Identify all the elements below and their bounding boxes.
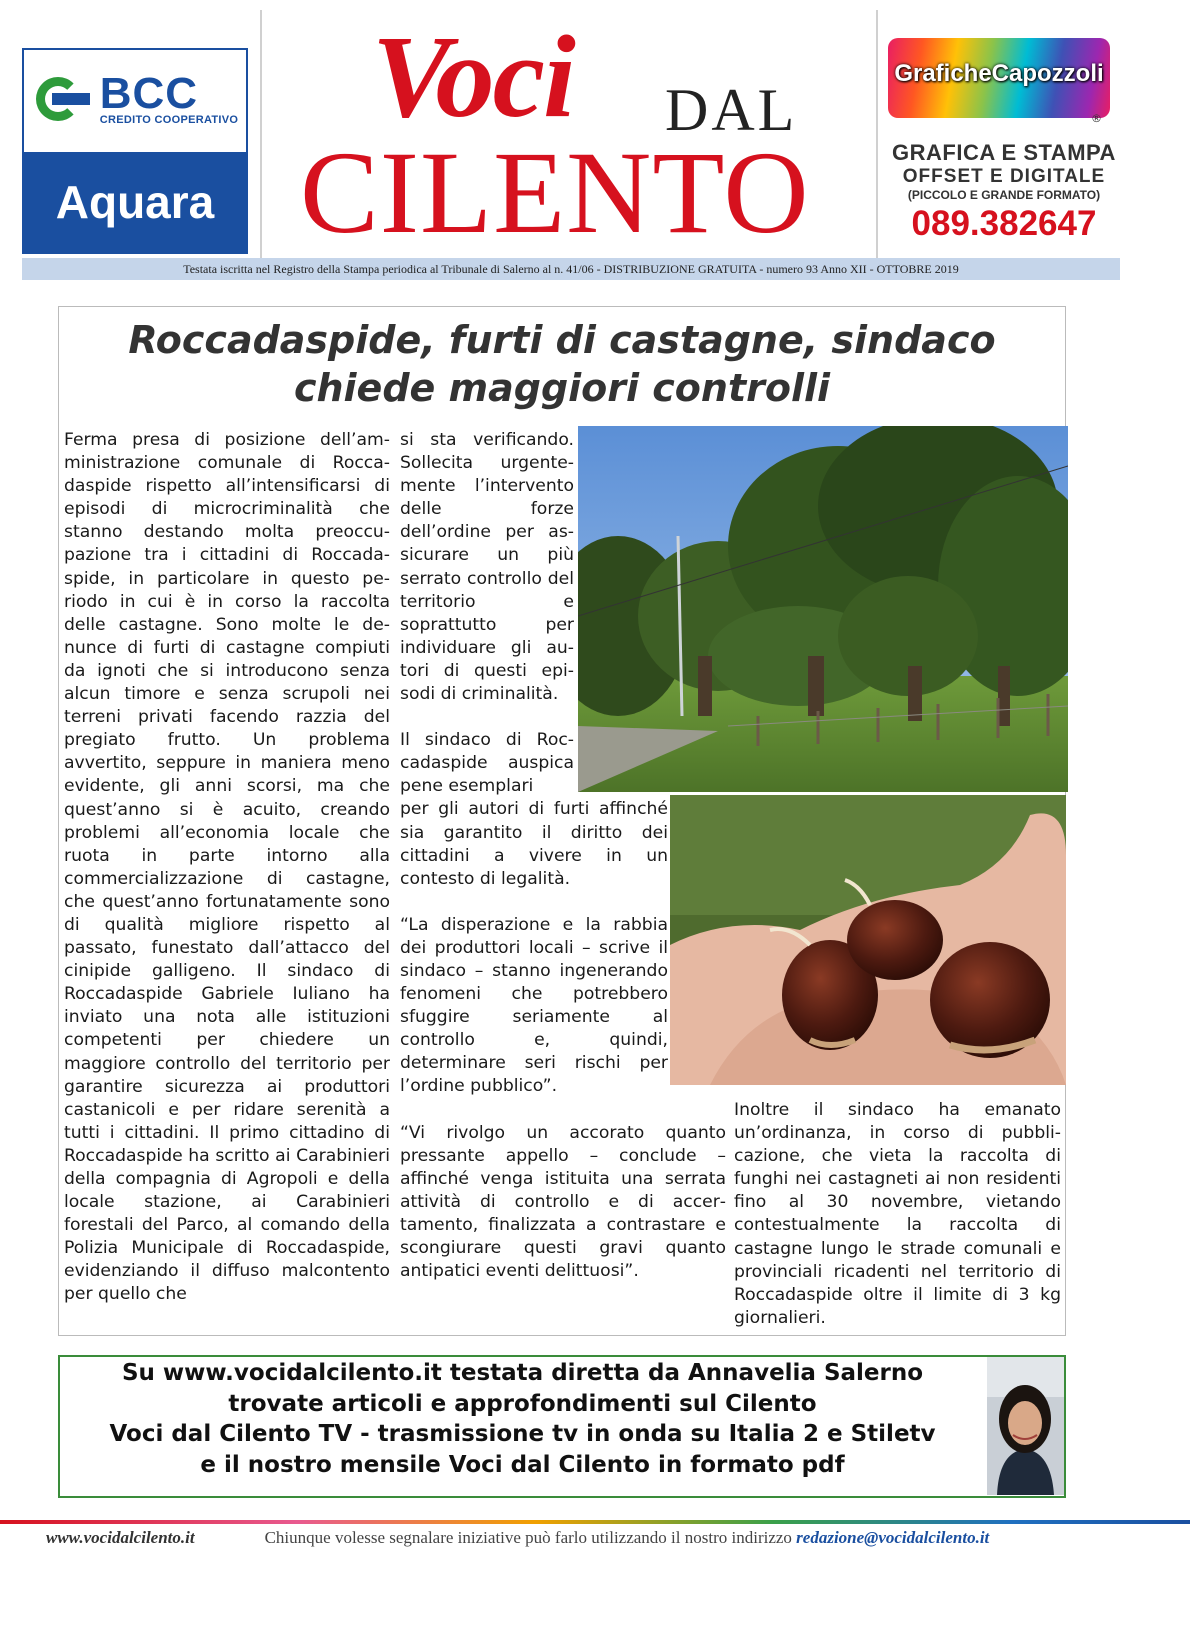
bcc-aquara-logo — [22, 48, 248, 254]
article-column-3 — [734, 1099, 1061, 1330]
article-paragraph: si sta verificando. Sollecita urgentemente l’intervento delle forze dell’ordine per assicurare un più serrato controllo del territorio e soprattutto per individuare gli autori di questi episodi di criminalità. — [400, 430, 574, 705]
chestnuts-in-hand-photo — [670, 795, 1066, 1085]
article-paragraph-part: per gli autori di furti affinché sia garantito il diritto dei cittadini a vivere in un contesto di legalità. — [400, 799, 668, 889]
masthead-divider-left — [260, 10, 262, 260]
article-headline — [60, 316, 1064, 412]
promo-line1: Su www.vocidalcilento.it testata diretta da Annavelia Salerno — [121, 1360, 924, 1386]
footer-rule — [0, 1520, 1190, 1524]
article-paragraph: Ferma presa di posizione dell’amministrazione comunale di Roccadaspide rispetto all’intensificarsi di episodi di microcriminalità che stanno destando molta preoccupazione tra i cittadini di Roccadaspide, in particolare in questo periodo in cui è in corso la raccolta delle castagne. Sono molte le denunce di furti di castagne compiuti da ignoti che si introducono senza alcun timore e senza scrupoli nei terreni privati facendo razzia del pregiato frutto. Un problema avvertito, seppure in maniera meno evidente, gli anni scorsi, ma che quest’anno si è acuito, creando problemi all’economia locale che ruota in parte intorno alla commercializzazione di castagne, che quest’anno fortunatamente sono di qualità migliore rispetto al passato, funestato dall’attacco del cinipide galligeno. Il sindaco di Roccadaspide Gabriele Iuliano ha inviato una nota alle istituzioni competenti per chiedere un maggiore controllo del territorio per garantire sicurezza ai produttori castanicoli e per ridare serenità a tutti i cittadini. Il primo cittadino di Roccadaspide ha scritto ai Carabinieri della compagnia di Agropoli e della locale stazione, ai Carabinieri forestali del Parco, al comando della Polizia Municipale di Roccadaspide, evidenziando il diffuso malcontento per quello che — [64, 430, 390, 1305]
promo-line3: Voci dal Cilento TV - trasmissione tv in onda su Italia 2 e Stiletv — [109, 1421, 936, 1447]
grafiche-capozzoli-logo-text: GraficheCapozzoli — [894, 60, 1104, 87]
sponsor-line3: (PICCOLO E GRANDE FORMATO) — [907, 188, 1101, 202]
promo-line2: trovate articoli e approfondimenti sul Cilento — [228, 1390, 817, 1417]
grafiche-capozzoli-logo — [888, 38, 1110, 118]
promo-text — [60, 1358, 985, 1480]
title-dal: DAL — [665, 77, 798, 143]
sponsor-grafiche-capozzoli — [888, 38, 1120, 246]
footer-website-link[interactable]: www.vocidalcilento.it — [46, 1528, 195, 1547]
masthead-divider-right — [876, 10, 878, 260]
footer-message: Chiunque volesse segnalare iniziative può farlo utilizzando il nostro indirizzo — [264, 1528, 792, 1547]
registration-info-bar: Testata iscritta nel Registro della Stampa periodica al Tribunale di Salerno al n. 41/06 - DISTRIBUZIONE GRATUITA - numero 93 Anno XII - OTTOBRE 2019 — [22, 258, 1120, 280]
article-paragraph-part: Il sindaco di Roccadaspide auspica pene esemplari — [400, 730, 574, 797]
footer — [46, 1528, 1146, 1548]
article-quote: “Vi rivolgo un accorato quanto pressante appello – conclude – affinché venga istituita una serrata attività di controllo e di accertamento, finalizzata a contrastare e scongiurare questi gravi quanto antipatici eventi delittuosi”. — [400, 1122, 726, 1282]
headline-line2: chiede maggiori controlli — [293, 366, 831, 410]
article-paragraph: Inoltre il sindaco ha emanato un’ordinanza, in corso di pubblicazione, che vieta la raccolta di funghi nei castagneti ai non residenti fino al 30 novembre, vietando contestualmente la raccolta di castagne lungo le strade comunali e provinciali ricadenti nel territorio di Roccadaspide oltre il limite di 3 kg giornalieri. — [734, 1100, 1061, 1328]
headline-line1: Roccadaspide, furti di castagne, sindaco — [128, 318, 996, 362]
title-voci: Voci — [372, 11, 574, 142]
footer-email-link[interactable]: redazione@vocidalcilento.it — [796, 1528, 990, 1547]
registered-mark: ® — [1091, 112, 1102, 125]
sponsor-line2: OFFSET E DIGITALE — [902, 166, 1106, 187]
sponsor-line1: GRAFICA E STAMPA — [892, 140, 1116, 165]
bcc-branch: Aquara — [24, 152, 246, 252]
article-column-1 — [64, 429, 390, 1307]
sponsor-phone: 089.382647 — [911, 204, 1097, 243]
promo-line4: e il nostro mensile Voci dal Cilento in formato pdf — [200, 1451, 845, 1478]
bcc-name: BCC — [99, 69, 199, 118]
editor-portrait-photo — [987, 1357, 1064, 1495]
chestnut-trees-photo — [578, 426, 1068, 792]
title-cilento: CILENTO — [300, 127, 810, 258]
bcc-emblem-icon — [32, 71, 94, 129]
bcc-subtitle: CREDITO COOPERATIVO — [99, 114, 239, 126]
article-quote: “La disperazione e la rabbia dei produttori locali – scrive il sindaco – stanno ingenerando fenomeni che potrebbero sfuggire seriamente al controllo e, quindi, determinare seri rischi per l’ordine pubblico”. — [400, 914, 668, 1097]
